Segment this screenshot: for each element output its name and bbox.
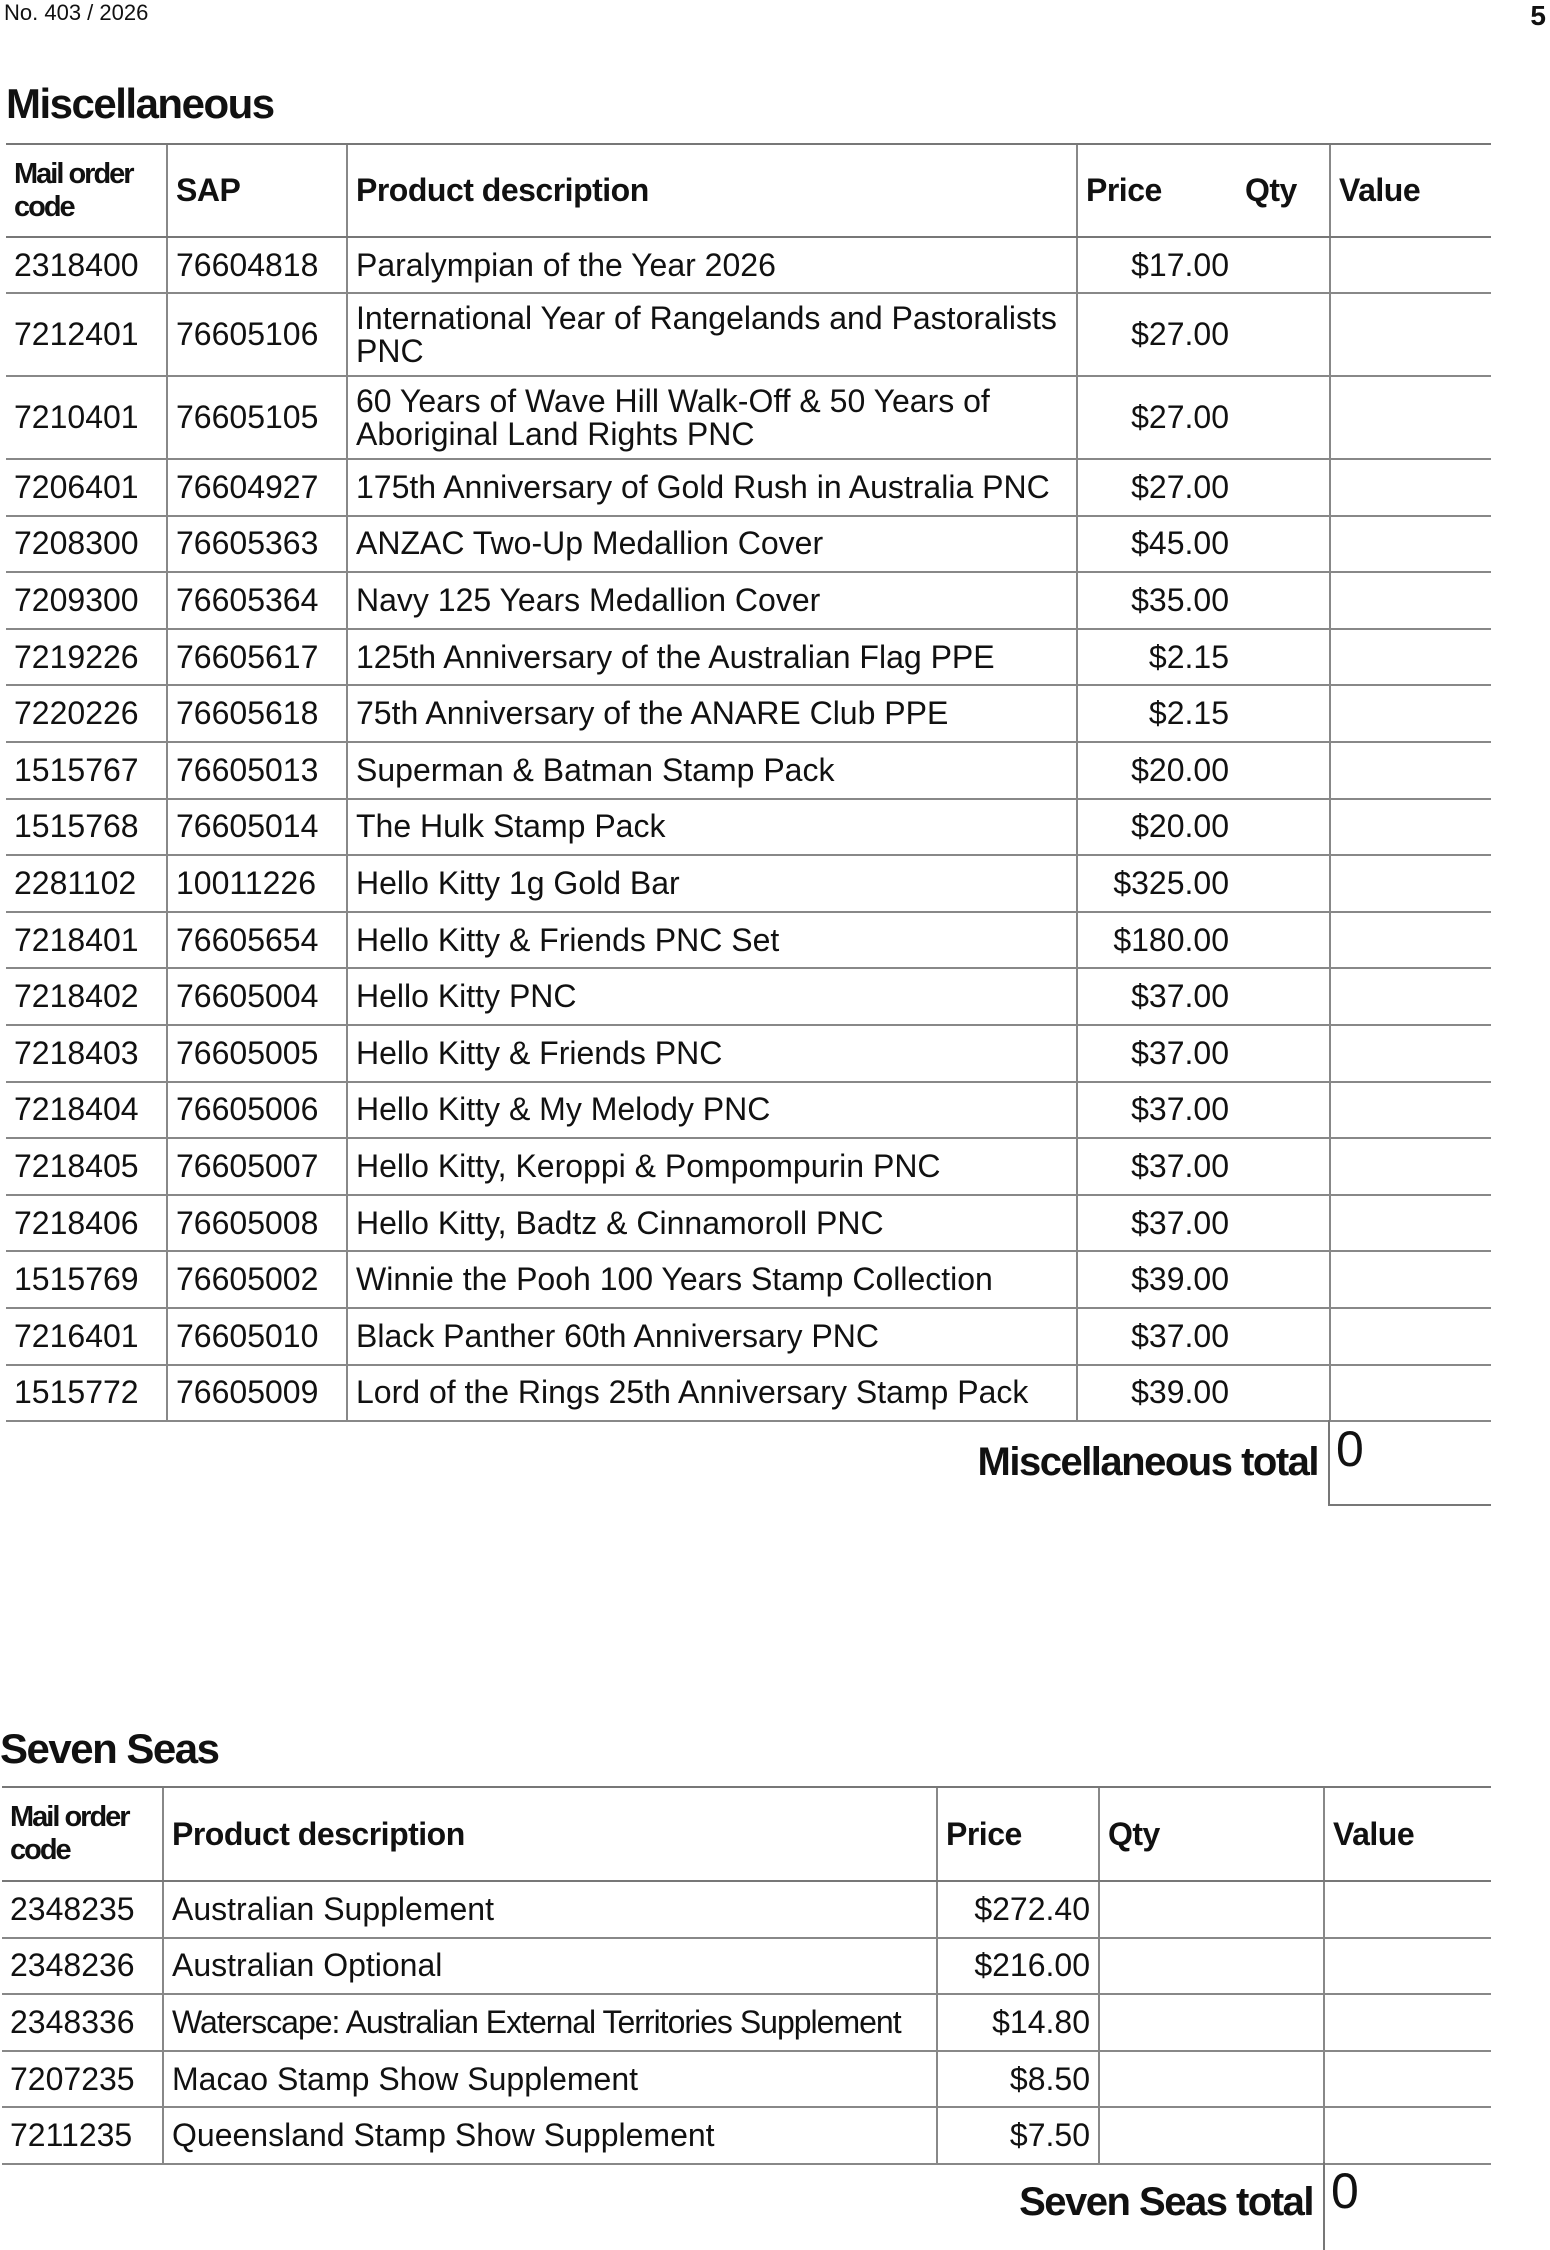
table-row <box>6 572 1491 629</box>
value-cell <box>1330 293 1491 376</box>
mail-order-code-cell: 7207235 <box>2 2051 163 2108</box>
header-price: Price <box>1077 144 1237 237</box>
price-cell: $37.00 <box>1077 1082 1237 1139</box>
product-description-cell: Hello Kitty PNC <box>347 968 1077 1025</box>
price-cell: $2.15 <box>1077 629 1237 686</box>
table-row <box>6 293 1491 376</box>
price-cell: $272.40 <box>937 1881 1099 1938</box>
header-product-description: Product description <box>347 144 1077 237</box>
value-cell <box>1330 1195 1491 1252</box>
product-description-cell: Paralympian of the Year 2026 <box>347 237 1077 293</box>
table-row <box>6 799 1491 856</box>
value-cell <box>1330 1138 1491 1195</box>
value-cell <box>1330 685 1491 742</box>
sap-cell: 76605617 <box>167 629 347 686</box>
value-cell <box>1324 2051 1491 2108</box>
header-value: Value <box>1324 1787 1491 1881</box>
table-row <box>6 1365 1491 1422</box>
qty-input-cell[interactable] <box>1237 799 1330 856</box>
product-description-cell: Superman & Batman Stamp Pack <box>347 742 1077 799</box>
header-mail-order-code: Mail order code <box>6 144 167 237</box>
qty-input-cell[interactable] <box>1099 2107 1324 2164</box>
seven-seas-total-label: Seven Seas total <box>1019 2180 1313 2224</box>
qty-input-cell[interactable] <box>1237 629 1330 686</box>
price-cell: $37.00 <box>1077 1308 1237 1365</box>
mail-order-code-cell: 7206401 <box>6 459 167 516</box>
qty-input-cell[interactable] <box>1237 1308 1330 1365</box>
value-cell <box>1330 237 1491 293</box>
sap-cell: 76605004 <box>167 968 347 1025</box>
qty-input-cell[interactable] <box>1237 1025 1330 1082</box>
product-description-cell: Waterscape: Australian External Territories Supplement <box>163 1994 937 2051</box>
sap-cell: 10011226 <box>167 855 347 912</box>
mail-order-code-cell: 7210401 <box>6 376 167 459</box>
table-row <box>6 685 1491 742</box>
table-row <box>6 1138 1491 1195</box>
qty-input-cell[interactable] <box>1099 1994 1324 2051</box>
price-cell: $37.00 <box>1077 1025 1237 1082</box>
mail-order-code-cell: 7218406 <box>6 1195 167 1252</box>
product-description-cell: The Hulk Stamp Pack <box>347 799 1077 856</box>
price-cell: $17.00 <box>1077 237 1237 293</box>
value-cell <box>1330 1251 1491 1308</box>
sap-cell: 76605005 <box>167 1025 347 1082</box>
mail-order-code-cell: 2348236 <box>2 1938 163 1995</box>
product-description-cell: Australian Supplement <box>163 1881 937 1938</box>
sap-cell: 76605006 <box>167 1082 347 1139</box>
price-cell: $37.00 <box>1077 1138 1237 1195</box>
price-cell: $20.00 <box>1077 799 1237 856</box>
price-cell: $7.50 <box>937 2107 1099 2164</box>
mail-order-code-cell: 1515772 <box>6 1365 167 1422</box>
table-row <box>6 516 1491 573</box>
table-row <box>6 1251 1491 1308</box>
price-cell: $45.00 <box>1077 516 1237 573</box>
header-qty: Qty <box>1099 1787 1324 1881</box>
table-row <box>6 459 1491 516</box>
value-cell <box>1330 1082 1491 1139</box>
qty-input-cell[interactable] <box>1237 572 1330 629</box>
value-cell <box>1324 2107 1491 2164</box>
price-cell: $27.00 <box>1077 459 1237 516</box>
mail-order-code-cell: 2318400 <box>6 237 167 293</box>
product-description-cell: International Year of Rangelands and Pastoralists PNC <box>347 293 1077 376</box>
sap-cell: 76605008 <box>167 1195 347 1252</box>
qty-input-cell[interactable] <box>1237 237 1330 293</box>
value-cell <box>1330 912 1491 969</box>
product-description-cell: Queensland Stamp Show Supplement <box>163 2107 937 2164</box>
qty-input-cell[interactable] <box>1237 855 1330 912</box>
product-description-cell: Navy 125 Years Medallion Cover <box>347 572 1077 629</box>
price-cell: $216.00 <box>937 1938 1099 1995</box>
value-cell <box>1330 968 1491 1025</box>
table-row <box>6 968 1491 1025</box>
table-row <box>6 1195 1491 1252</box>
sap-cell: 76605106 <box>167 293 347 376</box>
table-row <box>6 1082 1491 1139</box>
section-title-seven-seas: Seven Seas <box>0 1725 219 1772</box>
product-description-cell: Hello Kitty, Badtz & Cinnamoroll PNC <box>347 1195 1077 1252</box>
table-row <box>6 742 1491 799</box>
mail-order-code-cell: 1515767 <box>6 742 167 799</box>
price-cell: $27.00 <box>1077 376 1237 459</box>
mail-order-code-cell: 1515769 <box>6 1251 167 1308</box>
mail-order-code-cell: 7218401 <box>6 912 167 969</box>
product-description-cell: Hello Kitty 1g Gold Bar <box>347 855 1077 912</box>
product-description-cell: 175th Anniversary of Gold Rush in Australia PNC <box>347 459 1077 516</box>
sap-cell: 76605010 <box>167 1308 347 1365</box>
sap-cell: 76605009 <box>167 1365 347 1422</box>
miscellaneous-total-label: Miscellaneous total <box>977 1440 1318 1484</box>
header-sap: SAP <box>167 144 347 237</box>
product-description-cell: Hello Kitty & Friends PNC Set <box>347 912 1077 969</box>
value-cell <box>1330 1365 1491 1422</box>
product-description-cell: Hello Kitty & My Melody PNC <box>347 1082 1077 1139</box>
qty-input-cell[interactable] <box>1237 1195 1330 1252</box>
product-description-cell: Lord of the Rings 25th Anniversary Stamp Pack <box>347 1365 1077 1422</box>
table-header-row <box>6 144 1491 237</box>
price-cell: $8.50 <box>937 2051 1099 2108</box>
table-row <box>6 237 1491 293</box>
mail-order-code-cell: 7218402 <box>6 968 167 1025</box>
price-cell: $325.00 <box>1077 855 1237 912</box>
qty-input-cell[interactable] <box>1237 1138 1330 1195</box>
price-cell: $39.00 <box>1077 1251 1237 1308</box>
mail-order-code-cell: 7218403 <box>6 1025 167 1082</box>
header-price: Price <box>937 1787 1099 1881</box>
header-qty: Qty <box>1237 144 1330 237</box>
price-cell: $39.00 <box>1077 1365 1237 1422</box>
table-row <box>6 912 1491 969</box>
value-cell <box>1330 516 1491 573</box>
mail-order-code-cell: 7218404 <box>6 1082 167 1139</box>
value-cell <box>1324 1881 1491 1938</box>
sap-cell: 76605014 <box>167 799 347 856</box>
qty-input-cell[interactable] <box>1237 968 1330 1025</box>
product-description-cell: Australian Optional <box>163 1938 937 1995</box>
mail-order-code-cell: 7211235 <box>2 2107 163 2164</box>
table-row <box>6 1025 1491 1082</box>
qty-input-cell[interactable] <box>1237 1251 1330 1308</box>
value-cell <box>1330 799 1491 856</box>
product-description-cell: 75th Anniversary of the ANARE Club PPE <box>347 685 1077 742</box>
value-cell <box>1330 629 1491 686</box>
qty-input-cell[interactable] <box>1237 293 1330 376</box>
qty-input-cell[interactable] <box>1099 1881 1324 1938</box>
seven-seas-total-field[interactable]: 0 <box>1323 2162 1491 2250</box>
seven-seas-table <box>2 1786 1491 2165</box>
product-description-cell: 60 Years of Wave Hill Walk-Off & 50 Years of Aboriginal Land Rights PNC <box>347 376 1077 459</box>
mail-order-code-cell: 1515768 <box>6 799 167 856</box>
header-value: Value <box>1330 144 1491 237</box>
value-cell <box>1330 572 1491 629</box>
product-description-cell: Hello Kitty & Friends PNC <box>347 1025 1077 1082</box>
section-title-miscellaneous: Miscellaneous <box>6 80 274 127</box>
value-cell <box>1330 1025 1491 1082</box>
qty-input-cell[interactable] <box>1099 1938 1324 1995</box>
price-cell: $37.00 <box>1077 968 1237 1025</box>
qty-input-cell[interactable] <box>1237 516 1330 573</box>
table-row <box>6 629 1491 686</box>
qty-input-cell[interactable] <box>1237 459 1330 516</box>
qty-input-cell[interactable] <box>1237 742 1330 799</box>
value-cell <box>1330 1308 1491 1365</box>
qty-input-cell[interactable] <box>1099 2051 1324 2108</box>
qty-input-cell[interactable] <box>1237 1082 1330 1139</box>
mail-order-code-cell: 7220226 <box>6 685 167 742</box>
value-cell <box>1330 742 1491 799</box>
mail-order-code-cell: 7219226 <box>6 629 167 686</box>
table-row <box>6 855 1491 912</box>
value-cell <box>1330 855 1491 912</box>
value-cell <box>1330 376 1491 459</box>
price-cell: $20.00 <box>1077 742 1237 799</box>
product-description-cell: Hello Kitty, Keroppi & Pompompurin PNC <box>347 1138 1077 1195</box>
table-row <box>2 1938 1491 1995</box>
mail-order-code-cell: 7208300 <box>6 516 167 573</box>
table-row <box>6 376 1491 459</box>
price-cell: $180.00 <box>1077 912 1237 969</box>
qty-input-cell[interactable] <box>1237 685 1330 742</box>
qty-input-cell[interactable] <box>1237 912 1330 969</box>
table-header-row <box>2 1787 1491 1881</box>
price-cell: $35.00 <box>1077 572 1237 629</box>
sap-cell: 76604818 <box>167 237 347 293</box>
sap-cell: 76605654 <box>167 912 347 969</box>
value-cell <box>1330 459 1491 516</box>
sap-cell: 76605007 <box>167 1138 347 1195</box>
mail-order-code-cell: 7212401 <box>6 293 167 376</box>
issue-number: No. 403 / 2026 <box>4 0 149 25</box>
mail-order-code-cell: 7216401 <box>6 1308 167 1365</box>
table-row <box>6 1308 1491 1365</box>
table-row <box>2 2051 1491 2108</box>
product-description-cell: Macao Stamp Show Supplement <box>163 2051 937 2108</box>
table-row <box>2 2107 1491 2164</box>
sap-cell: 76605363 <box>167 516 347 573</box>
qty-input-cell[interactable] <box>1237 1365 1330 1422</box>
mail-order-code-cell: 7209300 <box>6 572 167 629</box>
sap-cell: 76605618 <box>167 685 347 742</box>
miscellaneous-total-field[interactable]: 0 <box>1328 1420 1491 1506</box>
product-description-cell: 125th Anniversary of the Australian Flag PPE <box>347 629 1077 686</box>
price-cell: $2.15 <box>1077 685 1237 742</box>
miscellaneous-table <box>6 143 1491 1422</box>
sap-cell: 76605013 <box>167 742 347 799</box>
sap-cell: 76605002 <box>167 1251 347 1308</box>
product-description-cell: ANZAC Two-Up Medallion Cover <box>347 516 1077 573</box>
sap-cell: 76604927 <box>167 459 347 516</box>
product-description-cell: Black Panther 60th Anniversary PNC <box>347 1308 1077 1365</box>
mail-order-code-cell: 2281102 <box>6 855 167 912</box>
product-description-cell: Winnie the Pooh 100 Years Stamp Collection <box>347 1251 1077 1308</box>
qty-input-cell[interactable] <box>1237 376 1330 459</box>
price-cell: $27.00 <box>1077 293 1237 376</box>
mail-order-code-cell: 2348235 <box>2 1881 163 1938</box>
value-cell <box>1324 1994 1491 2051</box>
price-cell: $37.00 <box>1077 1195 1237 1252</box>
mail-order-code-cell: 2348336 <box>2 1994 163 2051</box>
price-cell: $14.80 <box>937 1994 1099 2051</box>
value-cell <box>1324 1938 1491 1995</box>
sap-cell: 76605105 <box>167 376 347 459</box>
sap-cell: 76605364 <box>167 572 347 629</box>
table-row <box>2 1994 1491 2051</box>
header-mail-order-code: Mail order code <box>2 1787 163 1881</box>
page-number: 5 <box>1530 0 1546 31</box>
table-row <box>2 1881 1491 1938</box>
header-product-description: Product description <box>163 1787 937 1881</box>
mail-order-code-cell: 7218405 <box>6 1138 167 1195</box>
